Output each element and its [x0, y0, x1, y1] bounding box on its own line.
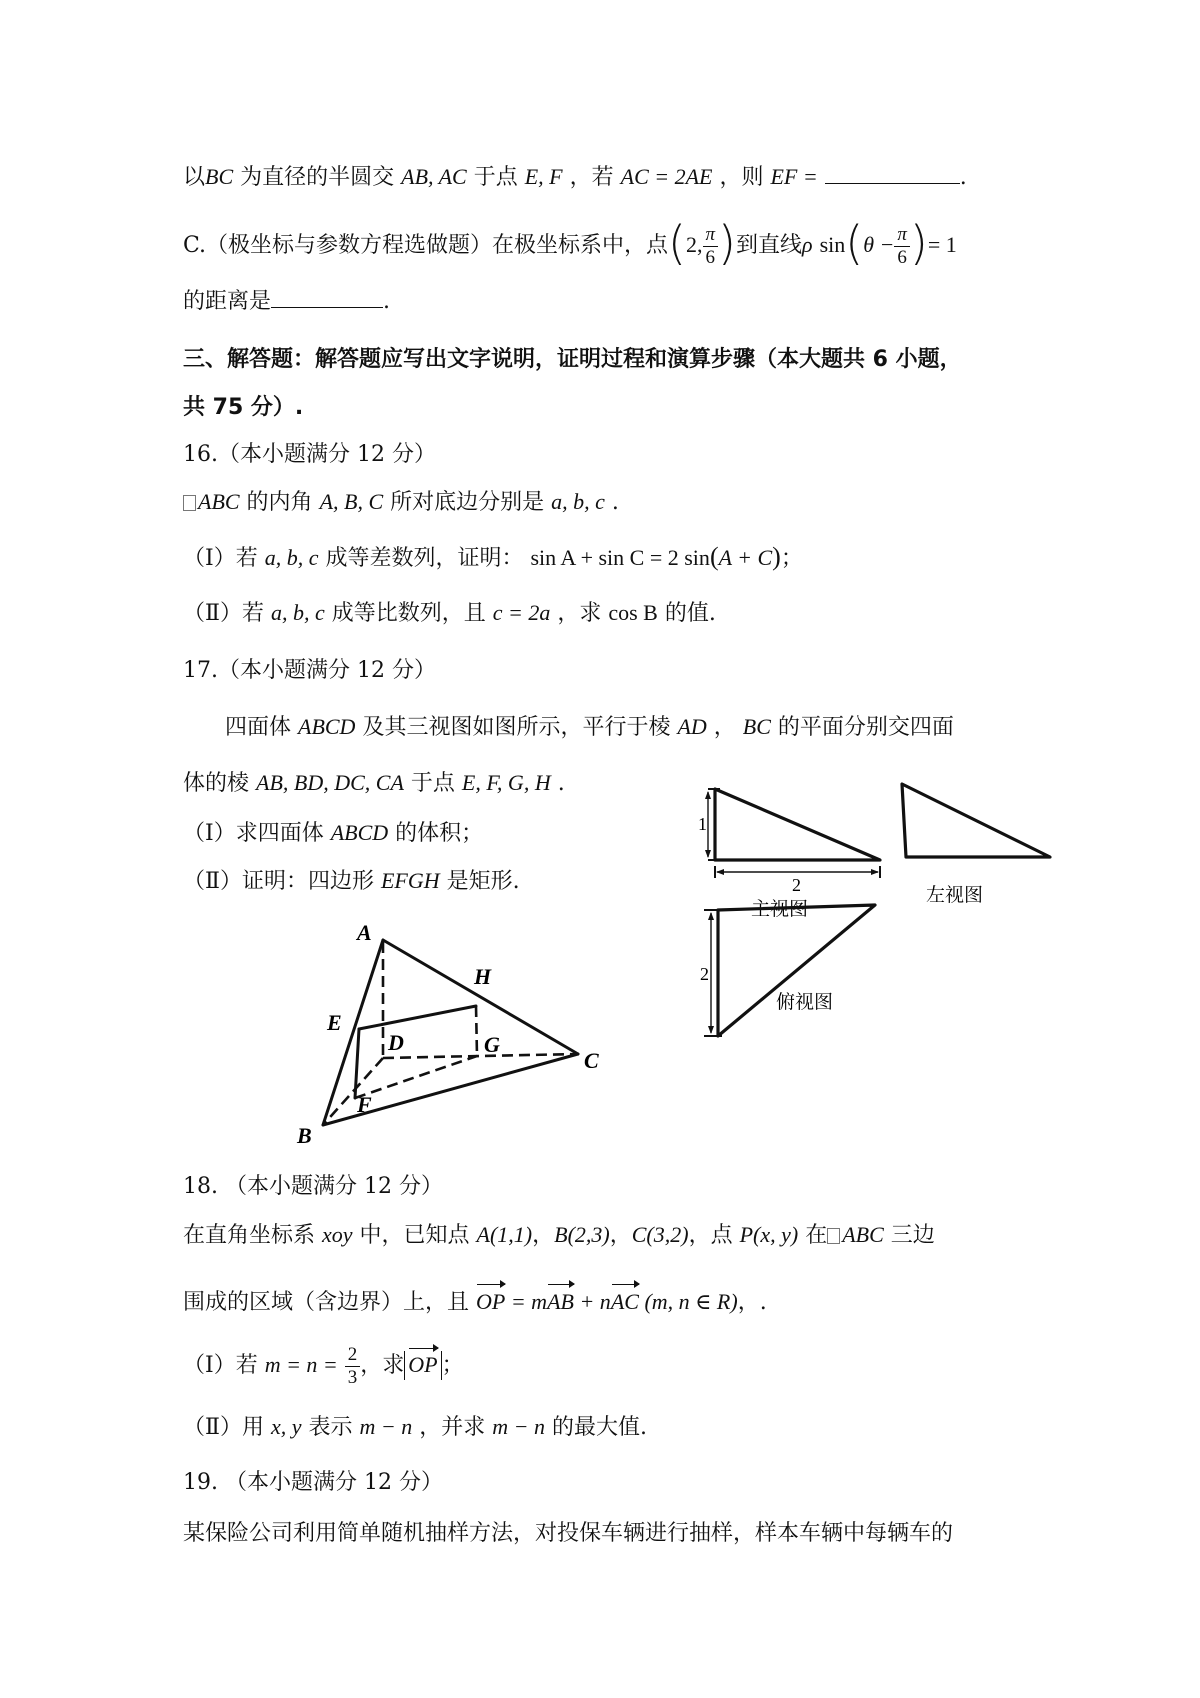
text: . — [383, 289, 391, 314]
math-two: 2, — [686, 232, 703, 257]
q17-stem-1 — [225, 712, 954, 743]
text: （Ⅱ）证明：四边形 — [183, 869, 381, 894]
math: c = 2a — [492, 600, 551, 625]
denominator: 6 — [897, 246, 907, 268]
text: （Ⅰ）若 — [183, 546, 265, 571]
text: （Ⅱ）若 — [183, 601, 271, 626]
point-label-f: F — [357, 1092, 372, 1117]
top-view — [700, 905, 875, 1036]
triangle-symbol-icon — [827, 1228, 840, 1244]
vertex-label-a: A — [357, 920, 372, 945]
vector-op: OP — [408, 1352, 438, 1377]
math: A + C — [718, 545, 773, 570]
text: 为直径的半圆交 — [233, 165, 402, 190]
math: ABCD — [298, 714, 356, 739]
q17-header: 17.（本小题满分 12 分） — [183, 658, 436, 683]
fraction-pi-6 — [894, 224, 910, 269]
math-bc: BC — [205, 164, 234, 189]
math: a, b, c — [551, 489, 605, 514]
vector-ac: AC — [611, 1287, 639, 1317]
edge-ac — [383, 940, 578, 1054]
denominator: 6 — [705, 246, 716, 268]
text: 的值. — [657, 601, 716, 626]
text: ， — [532, 1223, 555, 1248]
paren-left: ( — [709, 542, 719, 571]
tetrahedron-figure — [290, 915, 620, 1145]
q15c-line — [183, 216, 957, 271]
text: 围成的区域（含边界）上，且 — [183, 1290, 476, 1315]
magnitude — [404, 1351, 441, 1380]
q18-stem-1 — [183, 1220, 935, 1251]
q15c-line2 — [183, 287, 390, 317]
front-width-dim: 2 — [792, 875, 801, 895]
math-e-f: E, F — [524, 164, 563, 189]
math: ABCD — [330, 820, 389, 845]
math: (m, n ∈ R) — [638, 1289, 738, 1314]
math: xoy — [322, 1222, 353, 1247]
text: ； — [441, 1353, 464, 1378]
math: m − n — [359, 1414, 413, 1439]
math: ABC — [842, 1222, 884, 1247]
text: ； — [780, 546, 803, 571]
text: . — [550, 771, 565, 796]
math: EFGH — [380, 868, 440, 893]
text: 在 — [798, 1223, 828, 1248]
math: BC — [742, 714, 771, 739]
text: 及其三视图如图所示，平行于棱 — [355, 715, 678, 740]
paren-right: ) — [718, 216, 736, 270]
text: ，求 — [360, 1353, 405, 1378]
math: x, y — [270, 1414, 302, 1439]
text: ，求 — [550, 601, 609, 626]
fraction-2-3 — [345, 1344, 361, 1389]
front-view — [698, 789, 880, 920]
text: ，若 — [562, 165, 621, 190]
math: ABC — [198, 489, 240, 514]
math: C(3,2) — [631, 1222, 689, 1247]
q17-part1 — [183, 818, 483, 849]
point-label-g: G — [484, 1032, 500, 1057]
paren-right: ) — [909, 216, 928, 270]
point-label-h: H — [474, 964, 492, 989]
text: 的内角 — [239, 490, 320, 515]
text: ， — [609, 1223, 632, 1248]
math: cos B — [608, 600, 658, 625]
math: P(x, y) — [739, 1222, 799, 1247]
top-view-label: 俯视图 — [776, 991, 834, 1013]
q18-header: 18. （本小题满分 12 分） — [183, 1174, 443, 1199]
point-label-e: E — [327, 1010, 342, 1035]
q16-part2 — [183, 598, 716, 629]
math: A, B, C — [319, 489, 384, 514]
vertex-label-d: D — [388, 1030, 404, 1055]
text: 的最大值. — [544, 1415, 647, 1440]
math-ef: EF = — [770, 164, 818, 189]
paren-left: ( — [845, 216, 864, 270]
top-height-dim: 2 — [700, 964, 709, 984]
math: AB, BD, DC, CA — [256, 770, 404, 795]
text: 中，已知点 — [352, 1223, 477, 1248]
text: ，并求 — [412, 1415, 493, 1440]
text: 于点 — [466, 165, 525, 190]
text: 以 — [183, 165, 206, 190]
math: B(2,3) — [554, 1222, 610, 1247]
math-ab-ac: AB, AC — [401, 164, 467, 189]
math: sin A + sin C = 2 sin — [530, 545, 710, 570]
edge-dc — [383, 1054, 578, 1058]
text: 表示 — [301, 1415, 360, 1440]
text: 三边 — [883, 1223, 935, 1248]
q19-header: 19. （本小题满分 12 分） — [183, 1470, 443, 1495]
paren-right: ) — [772, 542, 781, 571]
math: a, b, c — [270, 600, 325, 625]
q19-stem-1: 某保险公司利用简单随机抽样方法，对投保车辆进行抽样，样本车辆中每辆车的 — [183, 1521, 954, 1546]
text: 所对底边分别是 — [383, 490, 552, 515]
left-view-label: 左视图 — [926, 884, 984, 906]
math: m − n — [492, 1414, 545, 1439]
text: . — [959, 165, 967, 190]
q15b-line — [183, 162, 967, 193]
text: C.（极坐标与参数方程选做题）在极坐标系中，点 — [183, 233, 669, 258]
vertex-label-b: B — [297, 1123, 312, 1145]
section3-heading-2: 共 75 分）. — [183, 395, 304, 420]
numerator: π — [703, 224, 719, 247]
text: 的距离是 — [183, 289, 272, 314]
answer-blank — [271, 287, 383, 308]
math-sin: sin — [819, 232, 846, 257]
segment-hg — [476, 1006, 477, 1056]
text: （Ⅰ）求四面体 — [183, 821, 331, 846]
numerator: π — [894, 224, 910, 247]
answer-blank — [825, 163, 960, 184]
fraction-pi-6 — [703, 224, 719, 269]
q18-part2 — [183, 1412, 647, 1443]
vector-ab: AB — [547, 1287, 574, 1317]
text: 成等比数列，且 — [324, 601, 493, 626]
text: 的平面分别交四面 — [770, 715, 954, 740]
math-theta: θ − — [863, 232, 895, 257]
math-eq-1: = 1 — [927, 232, 957, 257]
numerator: 2 — [345, 1344, 361, 1367]
segment-fg — [355, 1056, 477, 1098]
q18-part1 — [183, 1335, 464, 1396]
paren-left: ( — [668, 216, 686, 270]
segment-eh — [359, 1006, 476, 1029]
front-height-dim: 1 — [698, 814, 707, 834]
three-view-figure — [690, 770, 1090, 1060]
vertex-label-c: C — [584, 1048, 599, 1073]
text: ，点 — [688, 1223, 740, 1248]
math-ac-eq: AC = 2AE — [620, 164, 713, 189]
text: 于点 — [403, 771, 462, 796]
math-rho: ρ — [802, 232, 813, 257]
text: ，则 — [712, 165, 771, 190]
q17-stem-2 — [183, 768, 565, 799]
text: 到直线 — [735, 233, 802, 258]
text: （Ⅰ）若 — [183, 1353, 265, 1378]
text: 四面体 — [225, 715, 298, 740]
left-view — [902, 784, 1050, 906]
text: （Ⅱ）用 — [183, 1415, 271, 1440]
math: A(1,1) — [476, 1222, 533, 1247]
text: 成等差数列，证明： — [318, 546, 531, 571]
section3-heading: 三、解答题：解答题应写出文字说明，证明过程和演算步骤（本大题共 6 小题， — [183, 347, 962, 372]
text: . — [604, 490, 619, 515]
q16-header: 16.（本小题满分 12 分） — [183, 442, 436, 467]
text: 的体积； — [388, 821, 484, 846]
math: = m — [505, 1289, 548, 1314]
text: ， — [706, 715, 743, 740]
math: + n — [573, 1289, 611, 1314]
text: 体的棱 — [183, 771, 256, 796]
denominator: 3 — [347, 1366, 358, 1388]
text: 是矩形. — [439, 869, 520, 894]
math: a, b, c — [264, 545, 319, 570]
triangle-symbol-icon — [183, 495, 196, 511]
text: ，. — [737, 1290, 767, 1315]
q16-stem — [183, 487, 619, 518]
math: m = n = — [264, 1352, 338, 1377]
text: 在直角坐标系 — [183, 1223, 322, 1248]
math: E, F, G, H — [461, 770, 551, 795]
vector-op: OP — [476, 1287, 505, 1317]
q18-stem-2 — [183, 1287, 767, 1318]
q17-part2 — [183, 866, 520, 897]
front-view-label: 主视图 — [751, 898, 809, 920]
math: AD — [677, 714, 707, 739]
q16-part1 — [183, 542, 803, 574]
